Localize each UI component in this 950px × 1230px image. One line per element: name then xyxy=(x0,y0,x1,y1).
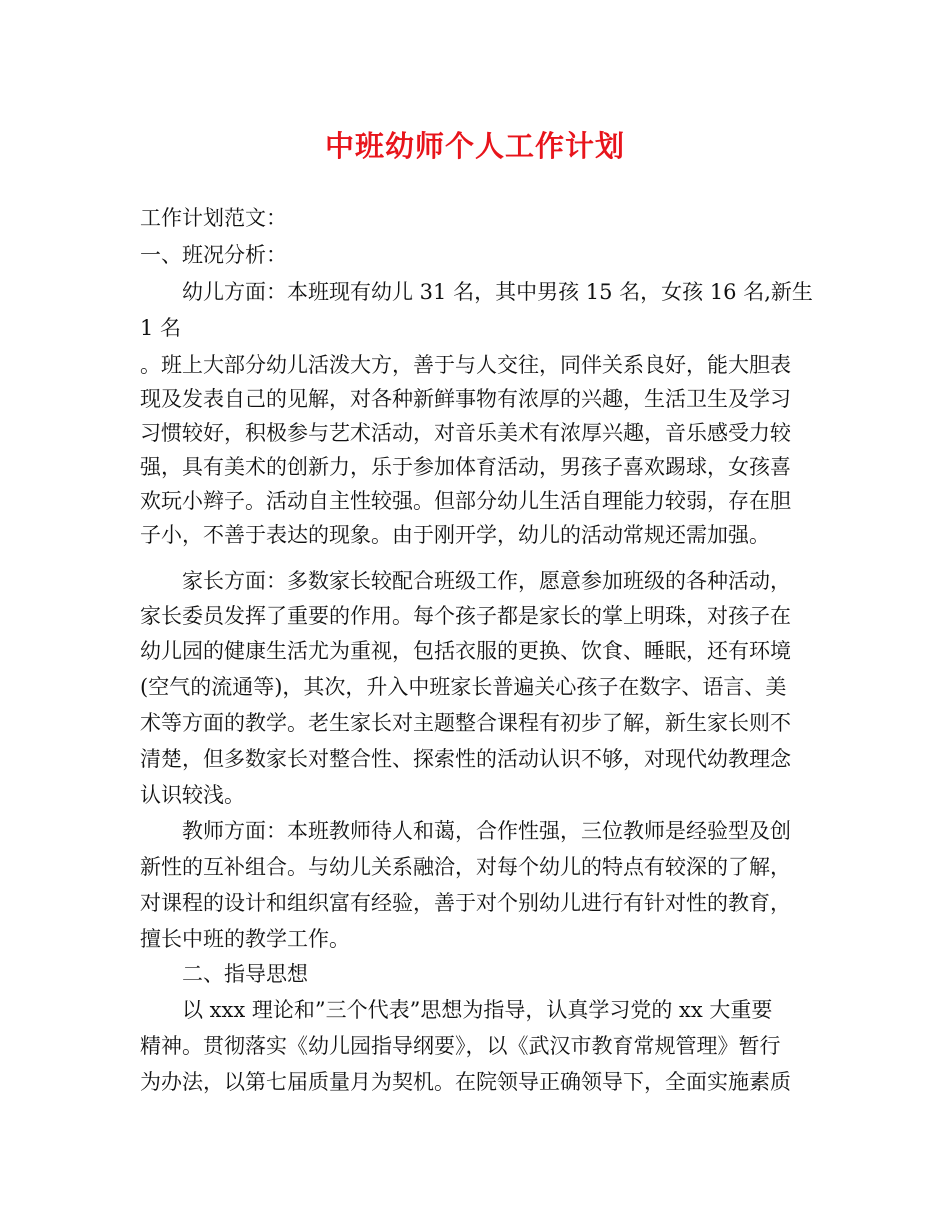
text-line: 家长委员发挥了重要的作用。每个孩子都是家长的掌上明珠，对孩子在 xyxy=(140,604,791,628)
text-line: 教师方面：本班教师待人和蔼，合作性强，三位教师是经验型及创 xyxy=(140,819,791,843)
text-line: 现及发表自己的见解，对各种新鲜事物有浓厚的兴趣，生活卫生及学习 xyxy=(140,387,791,411)
text-line: 新性的互补组合。与幼儿关系融洽，对每个幼儿的特点有较深的了解， xyxy=(140,855,791,879)
text-line: 二、指导思想 xyxy=(140,962,308,986)
text-line: 强，具有美术的创新力，乐于参加体育活动，男孩子喜欢踢球，女孩喜 xyxy=(140,455,791,479)
text-line: 精神。贯彻落实《幼儿园指导纲要》，以《武汉市教育常规管理》暂行 xyxy=(140,1034,781,1058)
text-line: 对课程的设计和组织富有经验，善于对个别幼儿进行有针对性的教育， xyxy=(140,891,791,915)
text-line: 擅长中班的教学工作。 xyxy=(140,927,350,951)
text-line: 认识较浅。 xyxy=(140,783,245,807)
text-line: 幼儿方面：本班现有幼儿 31 名，其中男孩 15 名，女孩 16 名,新生 xyxy=(140,280,813,304)
text-line: 家长方面：多数家长较配合班级工作，愿意参加班级的各种活动， xyxy=(140,569,791,593)
text-line: 幼儿园的健康生活尤为重视，包括衣服的更换、饮食、睡眠，还有环境 xyxy=(140,639,791,663)
text-line: 为办法，以第七届质量月为契机。在院领导正确领导下，全面实施素质 xyxy=(140,1070,791,1094)
text-line: 1 名 xyxy=(140,316,182,340)
text-line: 欢玩小辫子。活动自主性较强。但部分幼儿生活自理能力较弱，存在胆 xyxy=(140,489,791,513)
text-line: 一、班况分析： xyxy=(140,243,287,267)
text-line: 以 xxx 理论和”三个代表”思想为指导，认真学习党的 xx 大重要 xyxy=(140,998,773,1022)
text-line: 习惯较好，积极参与艺术活动，对音乐美术有浓厚兴趣，音乐感受力较 xyxy=(140,421,791,445)
text-line: 清楚，但多数家长对整合性、探索性的活动认识不够，对现代幼教理念 xyxy=(140,747,791,771)
text-line: 。班上大部分幼儿活泼大方，善于与人交往，同伴关系良好，能大胆表 xyxy=(140,353,791,377)
text-line: 工作计划范文： xyxy=(140,206,287,230)
document-title: 中班幼师个人工作计划 xyxy=(324,129,625,163)
text-line: 术等方面的教学。老生家长对主题整合课程有初步了解，新生家长则不 xyxy=(140,711,791,735)
text-line: 子小，不善于表达的现象。由于刚开学，幼儿的活动常规还需加强。 xyxy=(140,523,770,547)
text-line: (空气的流通等)，其次，升入中班家长普遍关心孩子在数字、语言、美 xyxy=(140,675,787,699)
